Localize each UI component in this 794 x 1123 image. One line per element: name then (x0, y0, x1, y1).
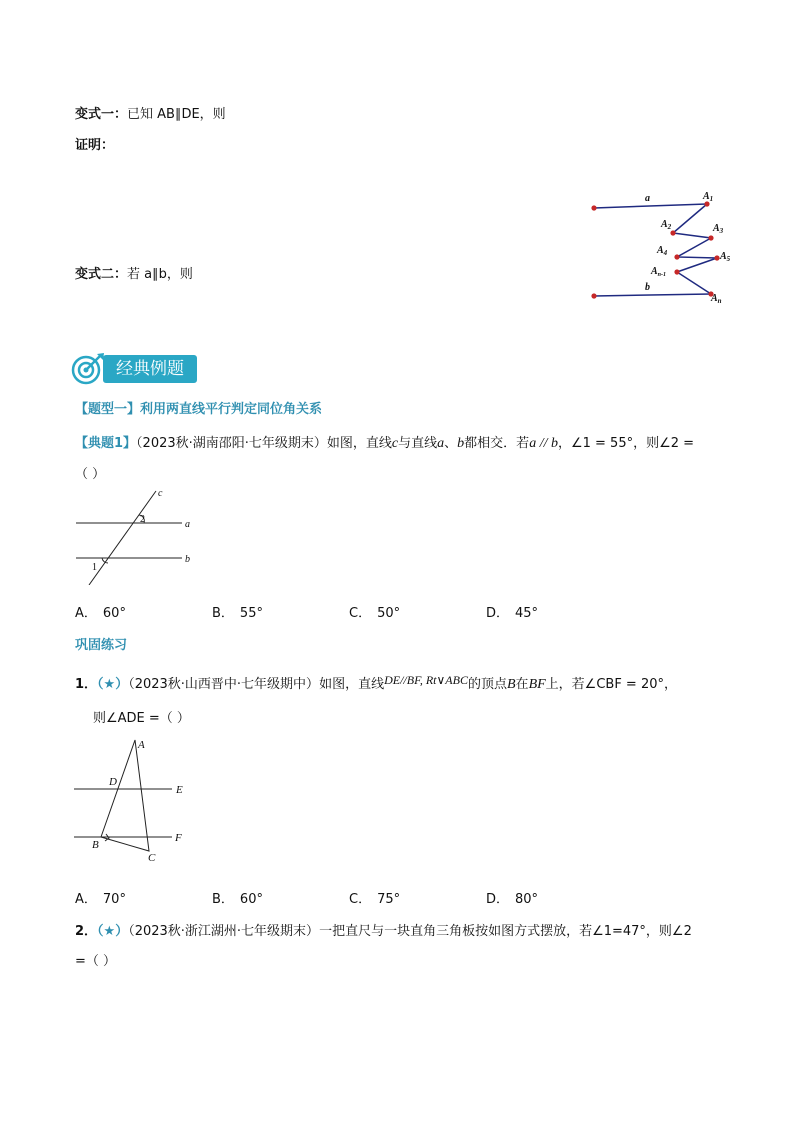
q1-text-c: 在 (515, 677, 529, 692)
line-a (594, 204, 707, 208)
fig-label-F: F (175, 832, 182, 844)
example1-b: b (457, 436, 465, 451)
q1-text-b: 的顶点 (467, 677, 507, 692)
fig-label-a: a (185, 519, 190, 530)
q2-line2: =（ ） (75, 954, 117, 969)
example1-source: （2023秋·湖南邵阳·七年级期末） (136, 436, 327, 451)
label-A1: $A_1$ (703, 191, 714, 203)
q1-BF: BF (528, 677, 546, 692)
q1-figure (72, 734, 197, 866)
label-An1: $A_{n-1}$ (651, 266, 667, 278)
q1-text-a: 如图，直线 (319, 677, 385, 692)
fig-label-D: D (109, 776, 117, 788)
label-A5: $A_5$ (720, 251, 731, 263)
q1-source: （2023秋·山西晋中·七年级期中） (128, 677, 320, 692)
q1-expr: DE//BF, Rt∨ABC (384, 673, 468, 687)
triangle-ABC (101, 740, 149, 851)
label-A2: $A_2$ (661, 219, 672, 231)
q2-source: （2023秋·浙江湖州·七年级期末） (128, 924, 320, 939)
target-icon (71, 352, 105, 386)
zigzag-figure (585, 186, 745, 311)
variant2-text: 若 a∥b，则 (127, 267, 193, 282)
q2-stem (75, 920, 692, 939)
example1-text-c: 都相交．若 (464, 436, 530, 451)
proof-label: 证明： (75, 138, 115, 153)
fig-label-B: B (92, 839, 99, 851)
example1-text-b: 与直线 (398, 436, 438, 451)
example1-cond: a // b (529, 436, 558, 451)
fig-label-E: E (176, 784, 183, 796)
label-An: $A_n$ (711, 293, 722, 305)
fig-label-c: c (158, 488, 163, 499)
practice-title: 巩固练习 (75, 638, 128, 653)
variant2-label: 变式二： (75, 267, 128, 282)
type1-title: 【题型一】利用两直线平行判定同位角关系 (75, 402, 323, 417)
variant1-line (75, 103, 226, 122)
fig-label-A: A (138, 739, 145, 751)
example1-figure (72, 485, 197, 585)
example1-option-C[interactable]: C． 50° (349, 606, 401, 621)
example1-text-a: 如图，直线 (326, 436, 392, 451)
point-b-left (591, 293, 596, 298)
example1-option-D[interactable]: D． 45° (486, 606, 539, 621)
q2-text: 一把直尺与一块直角三角板按如图方式摆放，若∠1=47°，则∠2 (319, 924, 692, 939)
q1-stem (75, 673, 677, 693)
label-a: a (645, 193, 650, 204)
variant2-line (75, 263, 193, 282)
q1-text-d: 上，若∠CBF = 20°， (545, 677, 677, 692)
fig-label-b: b (185, 554, 190, 565)
example1-text-d: ，∠1 = 55°，则∠2 = (557, 436, 695, 451)
q1-option-C[interactable]: C． 75° (349, 892, 401, 907)
point-An1 (674, 269, 679, 274)
label-A3: $A_3$ (713, 223, 724, 235)
example1-c: c (391, 436, 399, 451)
label-b: b (645, 282, 650, 293)
q1-num: 1． (75, 677, 98, 692)
angle-2-label: 2 (140, 514, 145, 525)
zigzag-polyline (673, 204, 717, 294)
q1-option-B[interactable]: B． 60° (212, 892, 263, 907)
example1-paren: （ ） (75, 467, 106, 482)
q2-star: （★） (97, 924, 129, 939)
point-A2 (670, 230, 675, 235)
point-A4 (674, 254, 679, 259)
example1-option-A[interactable]: A． 60° (75, 606, 126, 621)
example1-tag: 【典题1】 (75, 436, 137, 451)
example1-sep: 、 (444, 436, 458, 451)
q2-num: 2． (75, 924, 98, 939)
fig-label-C: C (148, 852, 156, 864)
section-banner: 经典例题 (103, 355, 197, 383)
angle-1-label: 1 (92, 562, 97, 573)
q1-star: （★） (97, 677, 129, 692)
variant1-label: 变式一： (75, 107, 128, 122)
line-c (89, 491, 156, 585)
point-A3 (708, 235, 713, 240)
q1-B: B (506, 677, 516, 692)
q1-option-A[interactable]: A． 70° (75, 892, 126, 907)
line-b (594, 294, 711, 296)
q1-option-D[interactable]: D． 80° (486, 892, 539, 907)
variant1-text: 已知 AB∥DE，则 (127, 107, 226, 122)
point-a-left (591, 205, 596, 210)
example1-a: a (437, 436, 445, 451)
example1-stem (75, 432, 694, 452)
example1-option-B[interactable]: B． 55° (212, 606, 263, 621)
label-A4: $A_4$ (657, 245, 668, 257)
q1-line2: 则∠ADE =（ ） (93, 711, 190, 726)
point-A5 (714, 255, 719, 260)
